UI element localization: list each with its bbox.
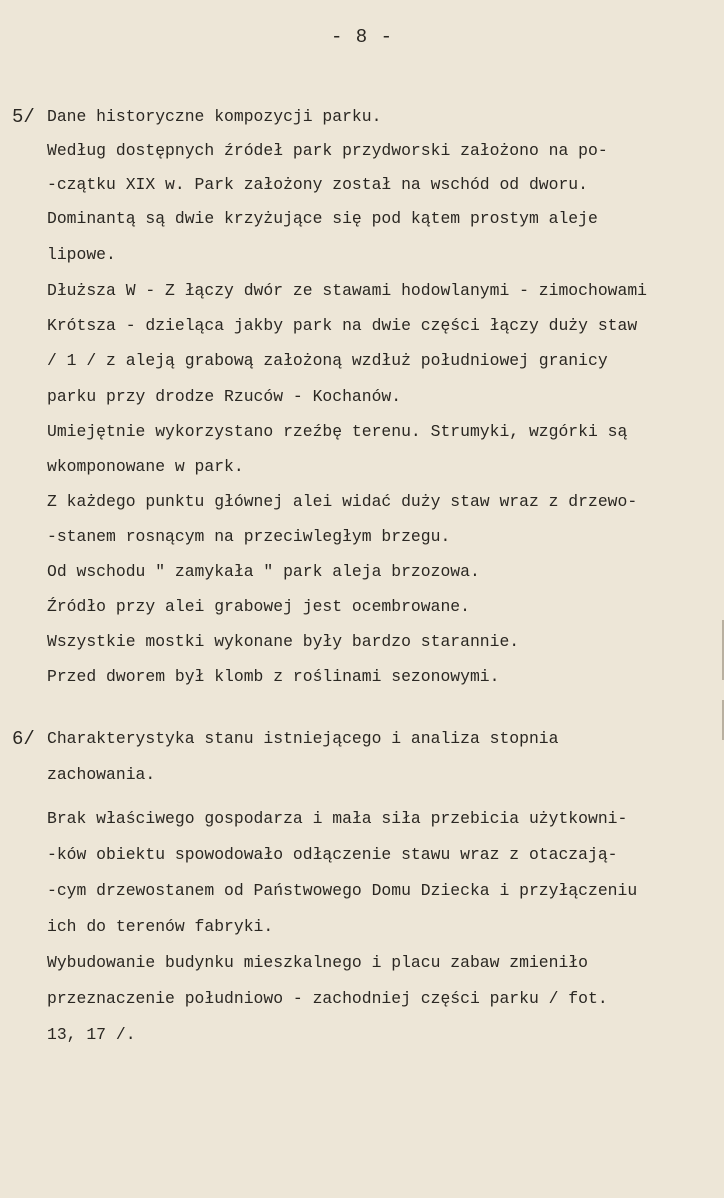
text-line: Przed dworem był klomb z roślinami sezonowymi. [47,667,500,686]
text-line: Źródło przy alei grabowej jest ocembrowane. [47,597,470,616]
text-line: Krótsza - dzieląca jakby park na dwie części łączy duży staw [47,316,638,335]
section-heading: Dane historyczne kompozycji parku. [47,107,382,126]
text-line: Dłuższa W - Z łączy dwór ze stawami hodowlanymi - zimochowami [47,281,647,300]
section-heading: Charakterystyka stanu istniejącego i analiza stopnia [47,729,559,748]
text-line: 13, 17 /. [47,1025,136,1044]
text-line: ich do terenów fabryki. [47,917,274,936]
text-line: Dominantą są dwie krzyżujące się pod kątem prostym aleje [47,209,598,228]
text-line: -ków obiektu spowodowało odłączenie stawu wraz z otaczają- [47,845,618,864]
section-number: 5/ [12,106,35,128]
text-line: Wszystkie mostki wykonane były bardzo starannie. [47,632,520,651]
section-heading: zachowania. [47,765,156,784]
text-line: lipowe. [47,245,116,264]
text-line: Od wschodu " zamykała " park aleja brzozowa. [47,562,480,581]
text-line: przeznaczenie południowo - zachodniej części parku / fot. [47,989,608,1008]
text-line: parku przy drodze Rzuców - Kochanów. [47,387,402,406]
text-line: -stanem rosnącym na przeciwległym brzegu. [47,527,451,546]
text-line: Brak właściwego gospodarza i mała siła przebicia użytkowni- [47,809,628,828]
text-line: Wybudowanie budynku mieszkalnego i placu zabaw zmieniło [47,953,588,972]
page-number: - 8 - [330,26,393,48]
text-line: Według dostępnych źródeł park przydworski założono na po- [47,141,608,160]
section-number: 6/ [12,728,35,750]
text-line: -cym drzewostanem od Państwowego Domu Dziecka i przyłączeniu [47,881,638,900]
text-line: wkomponowane w park. [47,457,244,476]
text-line: / 1 / z aleją grabową założoną wzdłuż południowej granicy [47,351,608,370]
text-line: -czątku XIX w. Park założony został na wschód od dworu. [47,175,588,194]
text-line: Z każdego punktu głównej alei widać duży staw wraz z drzewo- [47,492,638,511]
text-line: Umiejętnie wykorzystano rzeźbę terenu. Strumyki, wzgórki są [47,422,628,441]
